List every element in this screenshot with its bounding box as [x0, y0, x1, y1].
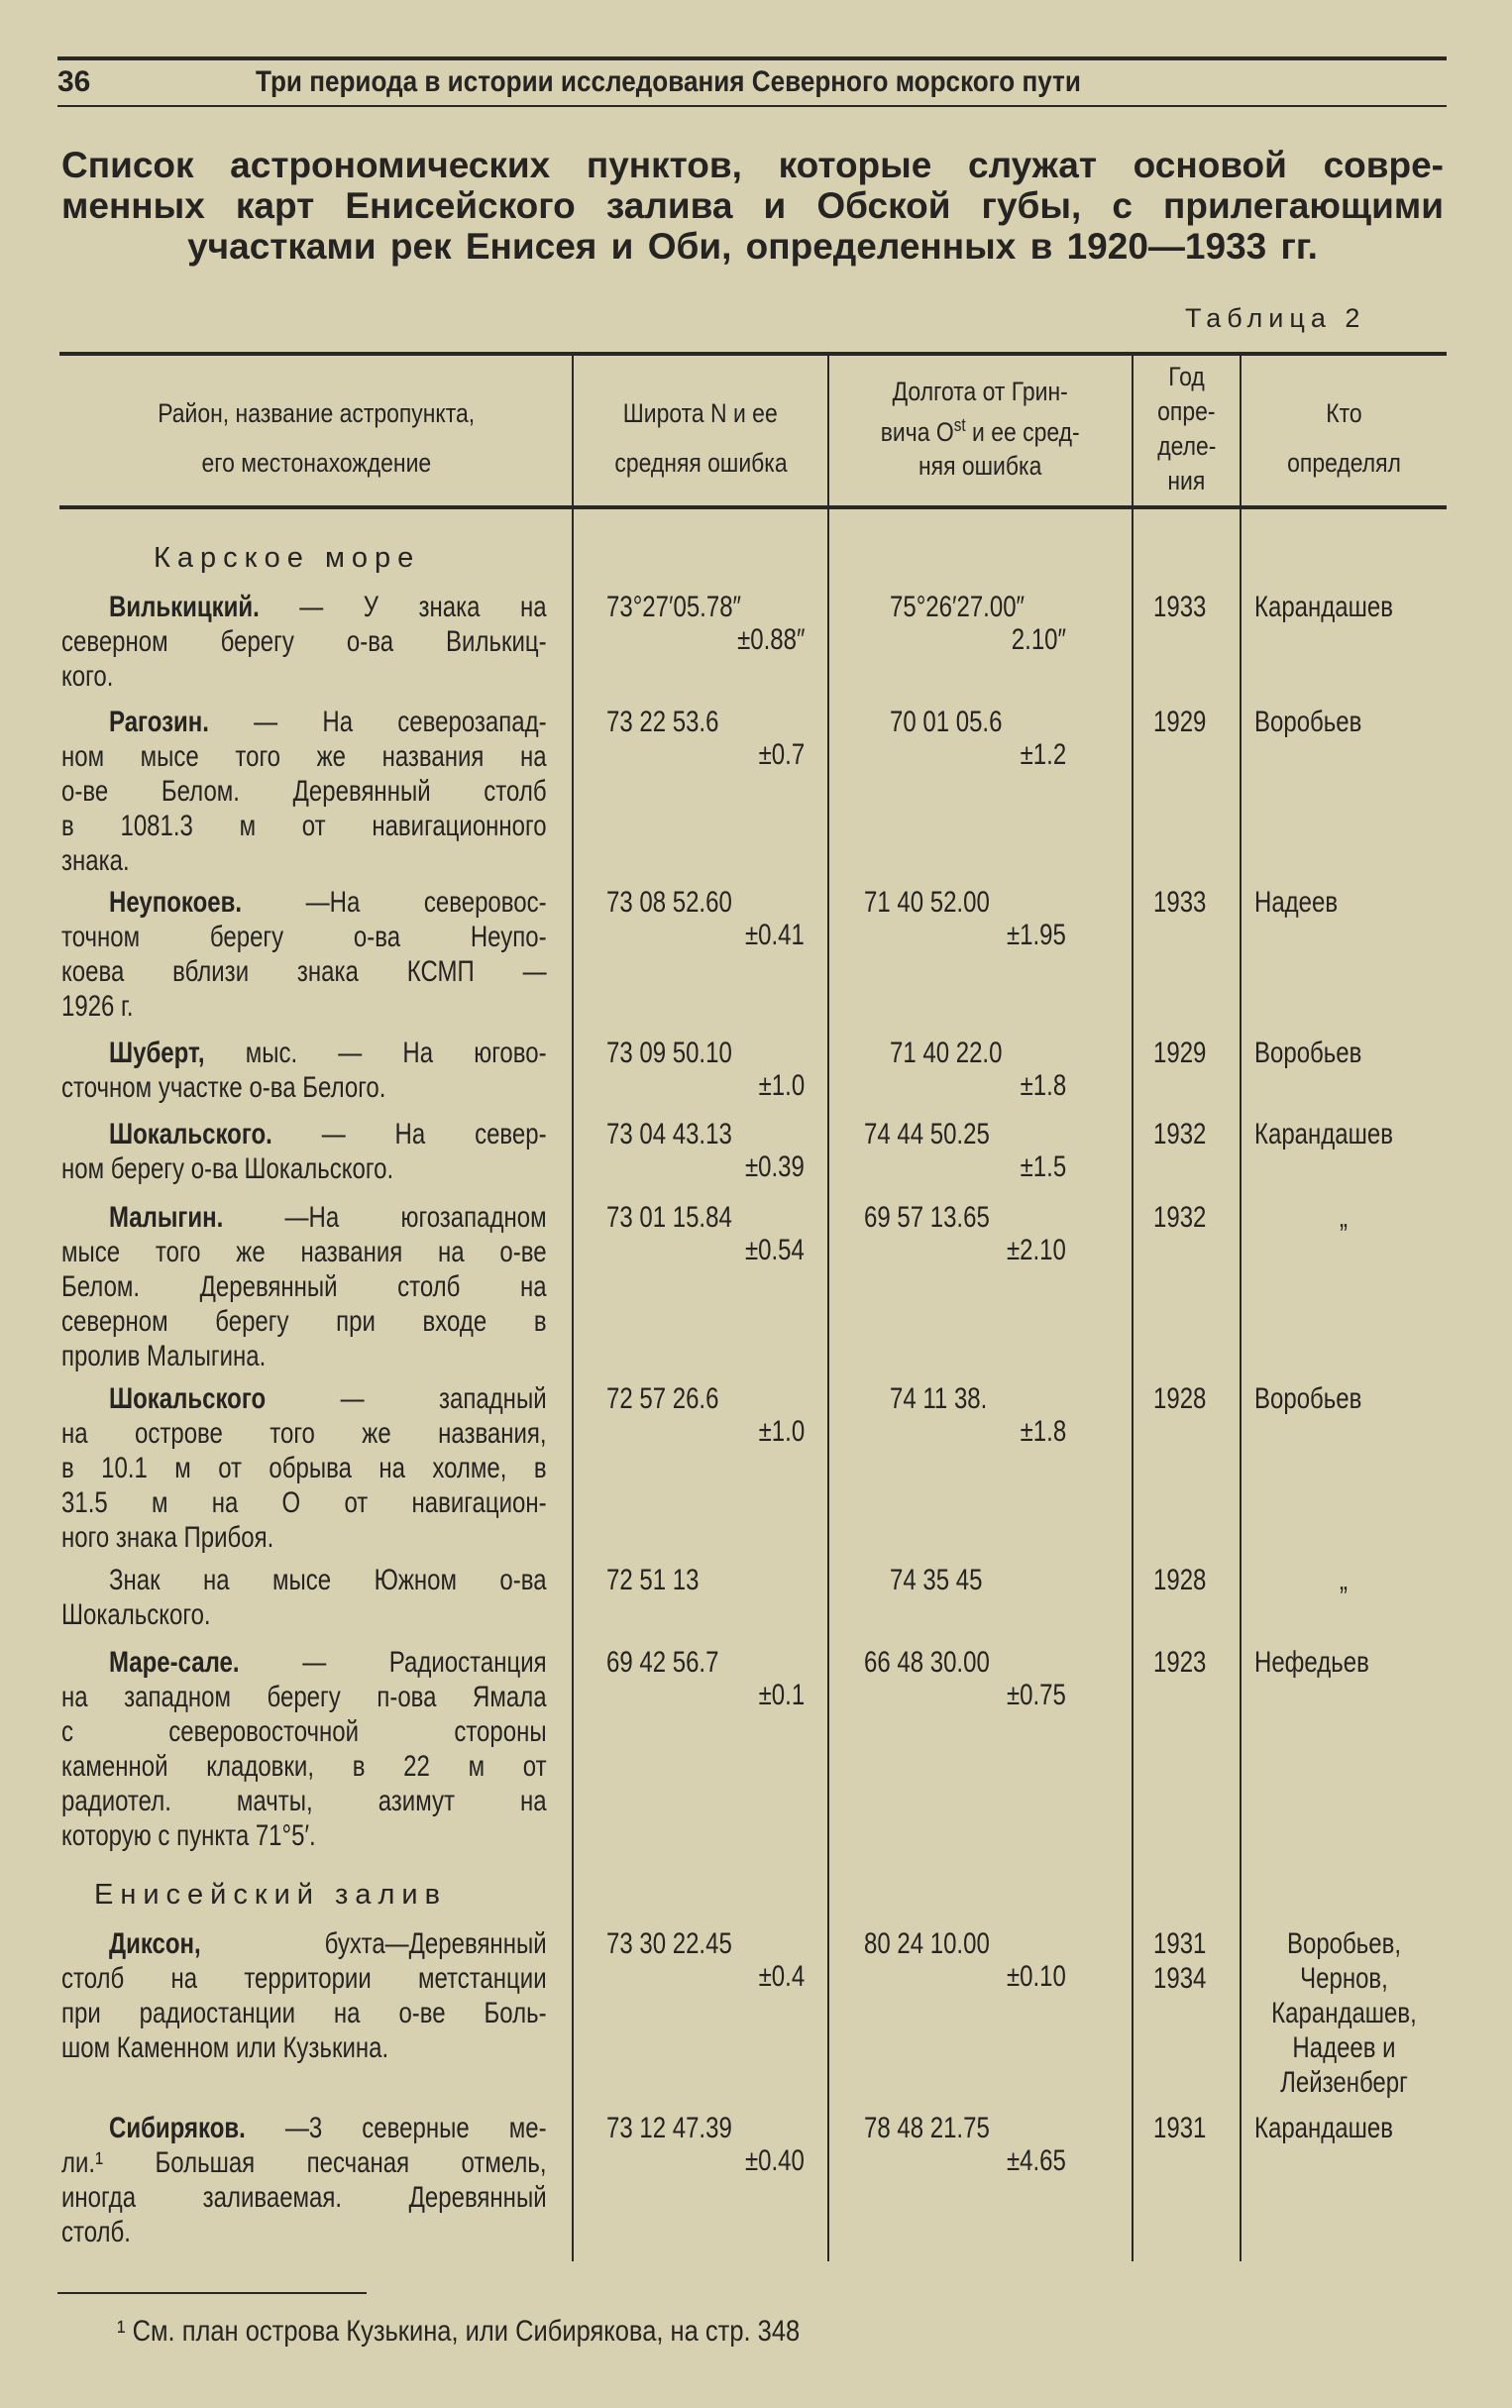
latitude-value: 73 22 53.6: [606, 706, 719, 738]
description-line: Рагозин. — На северозапад-: [109, 706, 547, 738]
column-header-text: вича $O^{st}$ и ее сред-: [881, 415, 1080, 447]
description-line: Шокальского.: [61, 1598, 211, 1631]
description-line: Шокальского — западный: [109, 1382, 547, 1415]
description-line: Неупокоев. —На северовос-: [109, 886, 547, 919]
latitude-error: ±1.0: [758, 1415, 805, 1448]
description-line: северном берегу при входе в: [61, 1305, 547, 1338]
latitude-value: 72 51 13: [606, 1564, 700, 1596]
table-title: [61, 145, 1444, 267]
point-description: [61, 1200, 547, 1373]
observer-name: Карандашев: [1254, 1118, 1393, 1150]
description-line: каменной кладовки, в 22 м от: [61, 1750, 547, 1783]
column-header: [829, 375, 1132, 483]
title-line: Список астрономических пунктов, которые служат основой совре-: [61, 145, 1444, 185]
column-header-text: его местонахождение: [201, 448, 431, 478]
column-divider: [827, 354, 829, 2261]
description-line: пролив Малыгина.: [61, 1340, 267, 1372]
description-line: столб.: [61, 2216, 131, 2248]
year-value: 1932: [1153, 1201, 1207, 1234]
year-value: 1929: [1153, 706, 1207, 738]
description-line: при радиостанции на о-ве Боль-: [61, 1997, 547, 2029]
latitude-error: ±0.40: [745, 2144, 805, 2177]
point-name: Вилькицкий.: [109, 591, 260, 623]
description-line: Шуберт, мыс. — На югово-: [109, 1037, 547, 1069]
year-value: 1929: [1153, 1037, 1207, 1069]
observer-name: Воробьев: [1254, 1037, 1362, 1069]
running-head-rule: [57, 105, 1447, 107]
description-line: Шокальского. — На север-: [109, 1118, 547, 1150]
point-description: [61, 705, 547, 878]
longitude-value: 74 11 38.: [890, 1382, 988, 1415]
latitude-value: 72 57 26.6: [606, 1382, 719, 1415]
column-header-line: [1242, 438, 1447, 488]
latitude-value: 73 01 15.84: [606, 1201, 732, 1234]
column-header-text: Долгота от Грин-: [892, 377, 1069, 406]
observer-name: Надеев и: [1292, 2031, 1396, 2064]
title-line: участками рек Енисея и Оби, определенных в 1920—1933 гг.: [187, 226, 1318, 267]
header-bottom-rule: [59, 505, 1447, 509]
description-line: столб на территории метстанции: [61, 1962, 547, 1995]
point-description: [61, 885, 547, 1024]
column-header-text: средняя ошибка: [613, 448, 788, 478]
year-value: 1933: [1153, 591, 1207, 623]
longitude-value: 70 01 05.6: [890, 706, 1003, 738]
footnote-rule: [57, 2292, 367, 2294]
column-header-line: [1242, 388, 1447, 438]
description-line: коева вблизи знака КСМП —: [61, 955, 547, 988]
description-line: которую с пункта 71°5′.: [61, 1819, 316, 1852]
year-value: 1931: [1153, 1927, 1207, 1960]
latitude-error: ±0.41: [745, 919, 805, 951]
column-divider: [1132, 354, 1134, 2261]
column-divider: [572, 354, 574, 2261]
longitude-error: ±1.8: [1020, 1069, 1066, 1102]
latitude-value: 73 12 47.39: [606, 2112, 732, 2144]
column-header-line: [59, 388, 573, 438]
column-divider: [1240, 354, 1242, 2261]
title-line: менных карт Енисейского залива и Обской губы, с прилегающими: [61, 185, 1444, 226]
point-description: [61, 1036, 547, 1105]
column-header-text: деле-: [1156, 431, 1217, 461]
description-line: шом Каменном или Кузькина.: [61, 2031, 389, 2064]
description-line: ного знака Прибоя.: [61, 1521, 274, 1554]
latitude-error: ±0.54: [745, 1234, 805, 1266]
longitude-value: 74 44 50.25: [864, 1118, 990, 1150]
ditto-mark: „: [1340, 1564, 1348, 1596]
ditto-mark: „: [1340, 1201, 1348, 1234]
observer-name: Лейзенберг: [1280, 2066, 1408, 2099]
year-value: 1923: [1153, 1646, 1207, 1679]
year-value: 1928: [1153, 1382, 1207, 1415]
latitude-error: ±1.0: [758, 1069, 805, 1102]
description-line: ном берегу о-ва Шокальского.: [61, 1152, 394, 1185]
column-header-text: определял: [1287, 448, 1401, 478]
latitude-value: 73 09 50.10: [606, 1037, 732, 1069]
latitude-value: 69 42 56.7: [606, 1646, 719, 1679]
point-name: Сибиряков.: [109, 2112, 246, 2144]
longitude-value: 75°26′27.00″: [890, 591, 1026, 623]
column-header-text: ния: [1167, 466, 1206, 495]
latitude-value: 73 04 43.13: [606, 1118, 732, 1150]
point-name: Шуберт,: [109, 1037, 205, 1069]
column-header-line: [1134, 429, 1240, 464]
column-header: [1242, 388, 1447, 488]
column-header-text: няя ошибка: [918, 451, 1042, 481]
column-header-text: Район, название астропункта,: [158, 398, 475, 428]
point-description: [61, 1381, 547, 1555]
longitude-error: ±1.5: [1020, 1150, 1066, 1183]
longitude-value: 80 24 10.00: [864, 1927, 990, 1960]
point-description: [61, 2111, 547, 2249]
longitude-error: ±4.65: [1007, 2144, 1066, 2177]
longitude-error: ±0.75: [1007, 1679, 1066, 1711]
description-line: Белом. Деревянный столб на: [61, 1270, 547, 1303]
column-header-text: Кто: [1326, 398, 1362, 428]
observer-name: Надеев: [1254, 886, 1339, 919]
description-line: Вилькицкий. — У знака на: [109, 591, 547, 623]
region-heading: Карское море: [154, 542, 421, 574]
year-value: 1934: [1153, 1962, 1207, 1995]
column-header-line: [1134, 464, 1240, 498]
year-value: 1931: [1153, 2112, 1207, 2144]
observer-name: Карандашев,: [1271, 1997, 1417, 2029]
description-line: кого.: [61, 660, 114, 693]
page-number: 36: [57, 65, 91, 98]
description-line: Маре-сале. — Радиостанция: [109, 1646, 547, 1679]
description-line: мысе того же названия на о-ве: [61, 1236, 547, 1268]
column-header: [59, 388, 573, 488]
region-heading: Енисейский залив: [94, 1879, 447, 1911]
point-name: Малыгин.: [109, 1201, 224, 1234]
longitude-error: ±0.10: [1007, 1960, 1066, 1993]
description-line: 31.5 м на О от навигацион-: [61, 1486, 547, 1519]
point-description: [61, 590, 547, 694]
year-value: 1928: [1153, 1564, 1207, 1596]
description-line: 1926 г.: [61, 990, 134, 1023]
column-header: [574, 388, 827, 488]
description-line: на западном берегу п-ова Ямала: [61, 1681, 547, 1713]
point-name: Диксон,: [109, 1927, 201, 1960]
top-rule: [57, 56, 1447, 60]
column-header-text: опре-: [1157, 396, 1216, 426]
longitude-value: 71 40 22.0: [890, 1037, 1003, 1069]
observer-name: Карандашев: [1254, 2112, 1393, 2144]
column-header-line: [59, 438, 573, 488]
year-value: 1932: [1153, 1118, 1207, 1150]
longitude-error: 2.10″: [1011, 623, 1066, 656]
latitude-error: ±0.7: [758, 738, 805, 771]
latitude-error: ±0.1: [758, 1679, 805, 1711]
latitude-value: 73 30 22.45: [606, 1927, 732, 1960]
column-header-text: Широта N и ее: [623, 398, 778, 428]
longitude-error: ±1.8: [1020, 1415, 1066, 1448]
latitude-value: 73 08 52.60: [606, 886, 732, 919]
description-line: о-ве Белом. Деревянный столб: [61, 775, 547, 808]
description-line: в 10.1 м от обрыва на холме, в: [61, 1452, 547, 1484]
column-header: [1134, 360, 1240, 498]
column-header-line: [574, 438, 827, 488]
description-line: северном берегу о-ва Вилькиц-: [61, 625, 547, 658]
point-name: Шокальского: [109, 1382, 267, 1415]
point-description: [61, 1926, 547, 2065]
longitude-value: 66 48 30.00: [864, 1646, 990, 1679]
point-name: Рагозин.: [109, 706, 209, 738]
description-line: сточном участке о-ва Белого.: [61, 1071, 386, 1104]
longitude-value: 69 57 13.65: [864, 1201, 990, 1234]
column-header-line: [829, 449, 1132, 483]
latitude-value: 73°27′05.78″: [606, 591, 742, 623]
description-line: Диксон, бухта—Деревянный: [109, 1927, 547, 1960]
latitude-error: ±0.39: [745, 1150, 805, 1183]
point-name: Неупокоев.: [109, 886, 242, 919]
longitude-value: 78 48 21.75: [864, 2112, 990, 2144]
longitude-error: ±1.95: [1007, 919, 1066, 951]
column-header-line: [1134, 360, 1240, 394]
longitude-value: 71 40 52.00: [864, 886, 990, 919]
description-line: ном мысе того же названия на: [61, 740, 547, 773]
description-line: радиотел. мачты, азимут на: [61, 1785, 547, 1817]
point-name: Маре-сале.: [109, 1646, 240, 1679]
description-line: с северовосточной стороны: [61, 1715, 547, 1748]
point-name: Шокальского.: [109, 1118, 272, 1150]
observer-name: Карандашев: [1254, 591, 1393, 623]
description-line: Знак на мысе Южном о-ва: [109, 1564, 547, 1596]
observer-name: Чернов,: [1300, 1962, 1388, 1995]
year-value: 1933: [1153, 886, 1207, 919]
description-line: в 1081.3 м от навигационного: [61, 810, 547, 842]
table-label: Таблица 2: [1185, 303, 1366, 333]
table-top-rule: [59, 352, 1447, 356]
latitude-error: ±0.88″: [736, 623, 805, 656]
point-description: [61, 1117, 547, 1186]
description-line: Малыгин. —На югозападном: [109, 1201, 547, 1234]
description-line: ли.¹ Большая песчаная отмель,: [61, 2146, 547, 2179]
observer-name: Воробьев: [1254, 1382, 1362, 1415]
description-line: на острове того же названия,: [61, 1417, 547, 1450]
longitude-value: 74 35 45: [890, 1564, 983, 1596]
point-description: [61, 1645, 547, 1853]
column-header-line: [574, 388, 827, 438]
description-line: Сибиряков. —3 северные ме-: [109, 2112, 547, 2144]
description-line: знака.: [61, 844, 130, 877]
observer-name: Воробьев: [1254, 706, 1362, 738]
latitude-error: ±0.4: [758, 1960, 805, 1993]
longitude-error: ±1.2: [1020, 738, 1066, 771]
footnote: ¹ См. план острова Кузькина, или Сибирякова, на стр. 348: [117, 2315, 801, 2348]
longitude-error: ±2.10: [1007, 1234, 1066, 1266]
column-header-text: Год: [1168, 362, 1205, 391]
column-header-line: [1134, 394, 1240, 429]
point-description: [61, 1563, 547, 1632]
observer-name: Воробьев,: [1286, 1927, 1402, 1960]
observer-name: Нефедьев: [1254, 1646, 1369, 1679]
running-title: Три периода в истории исследования Северного морского пути: [256, 65, 1081, 98]
column-header-line: [829, 408, 1132, 449]
column-header-line: [829, 375, 1132, 408]
description-line: точном берегу о-ва Неупо-: [61, 921, 547, 953]
description-line: иногда заливаемая. Деревянный: [61, 2181, 547, 2214]
